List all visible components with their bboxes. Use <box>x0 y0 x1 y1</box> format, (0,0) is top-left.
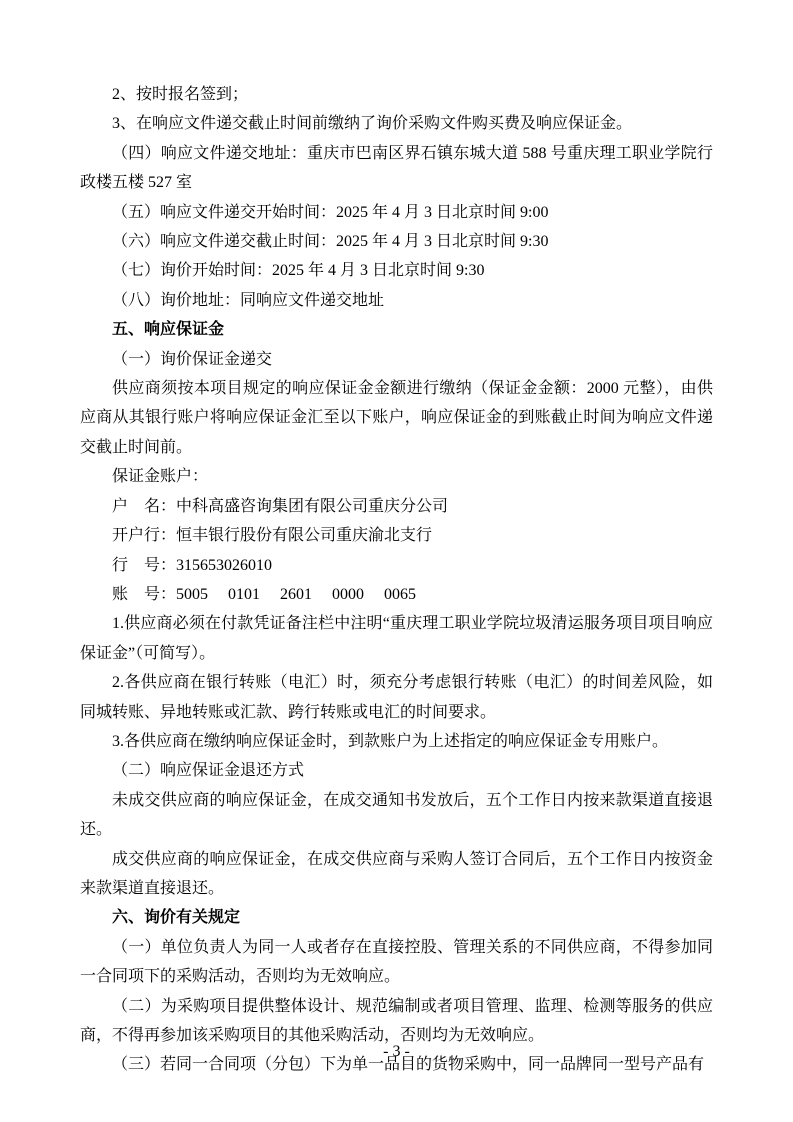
list-item-2-sign-in: 2、按时报名签到； <box>112 86 249 103</box>
document-body <box>80 80 713 1080</box>
para-refund-successful: 成交供应商的响应保证金，在成交供应商与采购人签订合同后，五个工作日内按资金来款渠道直接退还。 <box>80 850 713 897</box>
para-submission-start-time: （五）响应文件递交开始时间：2025 年 4 月 3 日北京时间 9:00 <box>112 203 549 221</box>
para-deposit-note-3: 3.各供应商在缴纳响应保证金时，到款账户为上述指定的响应保证金专用账户。 <box>112 732 669 750</box>
para-account-name: 户 名：中科高盛咨询集团有限公司重庆分公司 <box>112 497 449 515</box>
para-deposit-submission-subheading: （一）询价保证金递交 <box>112 350 273 368</box>
para-deposit-account-label: 保证金账户： <box>112 468 209 486</box>
para-inquiry-rule-1: （一）单位负责人为同一人或者存在直接控股、管理关系的不同供应商，不得参加同一合同项下的采购活动，否则均为无效响应。 <box>80 938 713 986</box>
para-bank-name: 开户行：恒丰银行股份有限公司重庆渝北支行 <box>112 527 433 545</box>
para-deposit-note-2: 2.各供应商在银行转账（电汇）时，须充分考虑银行转账（电汇）的时间差风险，如同城转账、异地转账或汇款、跨行转账或电汇的时间要求。 <box>80 674 713 721</box>
para-bank-number: 行 号：315653026010 <box>112 556 273 574</box>
para-submission-address: （四）响应文件递交地址：重庆市巴南区界石镇东城大道 588 号重庆理工职业学院行政楼五楼 527 室 <box>80 144 713 192</box>
para-inquiry-start-time: （七）询价开始时间：2025 年 4 月 3 日北京时间 9:30 <box>112 262 485 280</box>
para-refund-unsuccessful: 未成交供应商的响应保证金，在成交通知书发放后，五个工作日内按来款渠道直接退还。 <box>80 791 713 839</box>
para-inquiry-address: （八）询价地址：同响应文件递交地址 <box>112 291 385 309</box>
para-deposit-payment-rule: 供应商须按本项目规定的响应保证金金额进行缴纳（保证金金额：2000 元整），由供应商从其银行账户将响应保证金汇至以下账户，响应保证金的到账截止时间为响应文件递交截止时间前。 <box>80 380 713 456</box>
para-deposit-note-1: 1.供应商必须在付款凭证备注栏中注明“重庆理工职业学院垃圾清运服务项目项目响应保证金”（可简写）。 <box>80 615 713 662</box>
section-heading-inquiry-rules: 六、询价有关规定 <box>112 909 241 927</box>
para-inquiry-rule-2: （二）为采购项目提供整体设计、规范编制或者项目管理、监理、检测等服务的供应商，不得再参加该采购项目的其他采购活动，否则均为无效响应。 <box>80 997 713 1044</box>
list-item-3-payment: 3、在响应文件递交截止时间前缴纳了询价采购文件购买费及响应保证金。 <box>112 115 633 133</box>
para-inquiry-rule-3: （三）若同一合同项（分包）下为单一品目的货物采购中，同一品牌同一型号产品有 <box>112 1056 705 1074</box>
page-number: - 3 - <box>383 1043 410 1060</box>
para-deposit-refund-subheading: （二）响应保证金退还方式 <box>112 762 305 780</box>
para-submission-deadline: （六）响应文件递交截止时间：2025 年 4 月 3 日北京时间 9:30 <box>112 233 549 251</box>
section-heading-response-deposit: 五、响应保证金 <box>112 321 225 339</box>
para-account-number: 账 号：5005 0101 2601 0000 0065 <box>112 585 417 603</box>
